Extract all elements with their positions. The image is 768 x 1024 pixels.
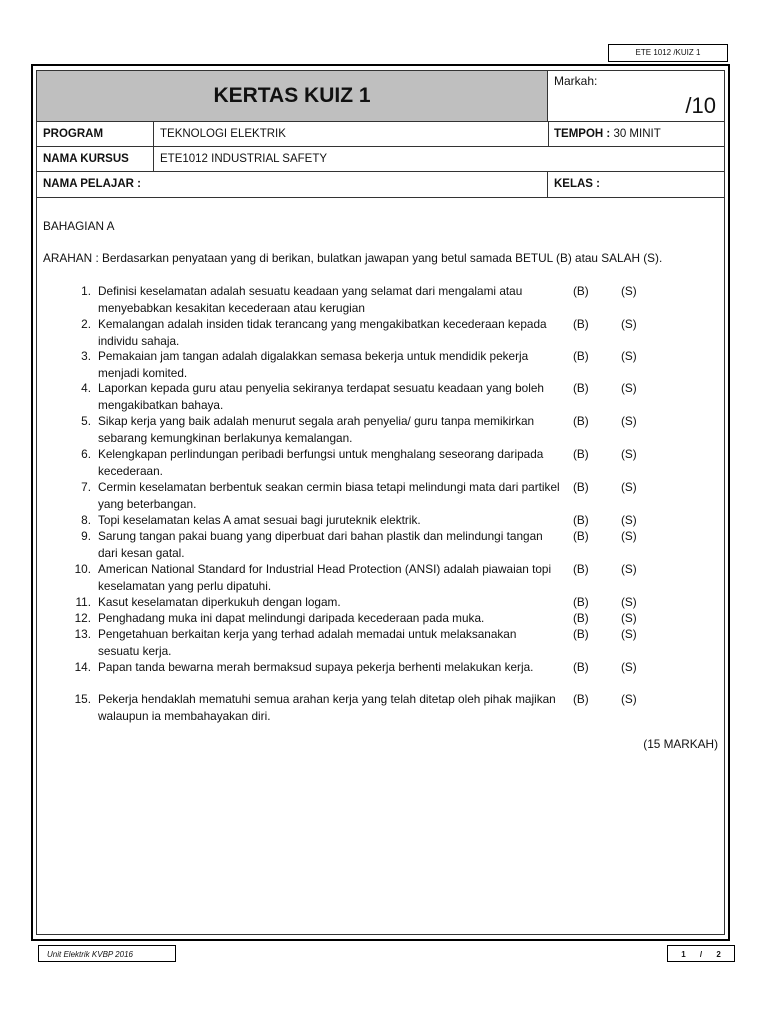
- program-row: [37, 122, 724, 147]
- question-text: Kemalangan adalah insiden tidak terancang yang mengakibatkan kecederaan kepada individu sahaja.: [98, 317, 547, 348]
- question-number: 2.: [81, 317, 91, 331]
- question-number: 15.: [74, 692, 91, 706]
- answer-false-option[interactable]: (S): [621, 513, 637, 527]
- question-number: 1.: [81, 284, 91, 298]
- question-number: 6.: [81, 447, 91, 461]
- answer-false-option[interactable]: (S): [621, 349, 637, 363]
- answer-false-option[interactable]: (S): [621, 284, 637, 298]
- question-text: Laporkan kepada guru atau penyelia sekiranya terdapat sesuatu keadaan yang boleh mengakibatkan bahaya.: [98, 381, 544, 412]
- question-text: Penghadang muka ini dapat melindungi daripada kecederaan pada muka.: [98, 611, 485, 625]
- answer-true-option[interactable]: (B): [573, 692, 589, 706]
- question-text: Pengetahuan berkaitan kerja yang terhad adalah memadai untuk melaksanakan sesuatu kerja.: [98, 627, 517, 658]
- page-number: [667, 945, 735, 962]
- answer-true-option[interactable]: (B): [573, 660, 589, 674]
- answer-false-option[interactable]: (S): [621, 595, 637, 609]
- answer-false-option[interactable]: (S): [621, 317, 637, 331]
- quiz-sheet: [31, 64, 730, 941]
- answer-true-option[interactable]: (B): [573, 381, 589, 395]
- answer-true-option[interactable]: (B): [573, 627, 589, 641]
- student-row: [37, 172, 724, 198]
- marks-total: /10: [685, 93, 716, 118]
- answer-false-option[interactable]: (S): [621, 627, 637, 641]
- answer-false-option[interactable]: (S): [621, 381, 637, 395]
- question-number: 3.: [81, 349, 91, 363]
- answer-false-option[interactable]: (S): [621, 562, 637, 576]
- question-number: 10.: [74, 562, 91, 576]
- answer-false-option[interactable]: (S): [621, 692, 637, 706]
- program-label: PROGRAM: [37, 122, 154, 146]
- question-number: 13.: [74, 627, 91, 641]
- question-number: 11.: [75, 595, 91, 609]
- question-number: 5.: [81, 414, 91, 428]
- answer-false-option[interactable]: (S): [621, 447, 637, 461]
- question-text: Papan tanda bewarna merah bermaksud supaya pekerja berhenti melakukan kerja.: [98, 660, 534, 674]
- marks-label: Markah:: [554, 74, 598, 88]
- question-number: 8.: [81, 513, 91, 527]
- answer-false-option[interactable]: (S): [621, 611, 637, 625]
- answer-true-option[interactable]: (B): [573, 595, 589, 609]
- total-marks: (15 MARKAH): [643, 737, 718, 751]
- quiz-frame: [36, 70, 725, 935]
- question-text: Pekerja hendaklah mematuhi semua arahan kerja yang telah ditetap oleh pihak majikan walaupun ia membahayakan diri.: [98, 692, 556, 723]
- page-current: 1: [681, 950, 686, 959]
- answer-true-option[interactable]: (B): [573, 414, 589, 428]
- footer-unit: Unit Elektrik KVBP 2016: [38, 945, 176, 962]
- question-text: Kasut keselamatan diperkukuh dengan logam.: [98, 595, 341, 609]
- section-title: BAHAGIAN A: [43, 219, 115, 233]
- question-text: Cermin keselamatan berbentuk seakan cermin biasa tetapi melindungi mata dari partikel yang beterbangan.: [98, 480, 560, 511]
- question-text: Sarung tangan pakai buang yang diperbuat dari bahan plastik dan melindungi tangan dari kesan gatal.: [98, 529, 543, 560]
- answer-true-option[interactable]: (B): [573, 317, 589, 331]
- answer-true-option[interactable]: (B): [573, 480, 589, 494]
- question-number: 7.: [81, 480, 91, 494]
- course-label: NAMA KURSUS: [37, 147, 154, 171]
- student-name-label: NAMA PELAJAR :: [37, 172, 548, 197]
- document-code: ETE 1012 /KUIZ 1: [608, 44, 728, 62]
- tempoh-label: TEMPOH :: [554, 128, 611, 140]
- question-number: 12.: [74, 611, 91, 625]
- answer-true-option[interactable]: (B): [573, 562, 589, 576]
- answer-false-option[interactable]: (S): [621, 660, 637, 674]
- question-number: 14.: [74, 660, 91, 674]
- answer-true-option[interactable]: (B): [573, 349, 589, 363]
- course-value: ETE1012 INDUSTRIAL SAFETY: [160, 153, 328, 165]
- class-label: KELAS :: [554, 178, 600, 190]
- question-text: Pemakaian jam tangan adalah digalakkan semasa bekerja untuk mendidik pekerja menjadi komited.: [98, 349, 529, 380]
- tempoh-value: 30 MINIT: [613, 128, 661, 140]
- question-text: Kelengkapan perlindungan peribadi berfungsi untuk menghalang seseorang daripada kecederaan.: [98, 447, 544, 478]
- answer-true-option[interactable]: (B): [573, 447, 589, 461]
- question-text: Sikap kerja yang baik adalah menurut segala arah penyelia/ guru tanpa memikirkan sebarang kemungkinan berlakunya kemalangan.: [98, 414, 535, 445]
- answer-true-option[interactable]: (B): [573, 284, 589, 298]
- question-number: 4.: [81, 381, 91, 395]
- marks-box: [548, 71, 724, 122]
- question-number: 9.: [81, 529, 91, 543]
- quiz-title: KERTAS KUIZ 1: [37, 71, 548, 122]
- course-row: [37, 147, 724, 172]
- question-text: Topi keselamatan kelas A amat sesuai bagi juruteknik elektrik.: [98, 513, 421, 527]
- page-total: 2: [716, 950, 721, 959]
- program-value: TEKNOLOGI ELEKTRIK: [154, 122, 549, 146]
- answer-true-option[interactable]: (B): [573, 611, 589, 625]
- question-text: Definisi keselamatan adalah sesuatu keadaan yang selamat dari mengalami atau menyebabkan kesakitan kecederaan atau kerugian: [98, 284, 523, 315]
- answer-true-option[interactable]: (B): [573, 513, 589, 527]
- answer-false-option[interactable]: (S): [621, 414, 637, 428]
- answer-false-option[interactable]: (S): [621, 480, 637, 494]
- page-separator: /: [699, 950, 703, 959]
- answer-false-option[interactable]: (S): [621, 529, 637, 543]
- tempoh-cell: [548, 122, 724, 146]
- answer-true-option[interactable]: (B): [573, 529, 589, 543]
- question-text: American National Standard for Industrial Head Protection (ANSI) adalah piawaian topi keselamatan yang perlu dipatuhi.: [98, 562, 552, 593]
- instruction-text: ARAHAN : Berdasarkan penyataan yang di berikan, bulatkan jawapan yang betul samada BETUL (B) atau SALAH (S).: [43, 251, 663, 265]
